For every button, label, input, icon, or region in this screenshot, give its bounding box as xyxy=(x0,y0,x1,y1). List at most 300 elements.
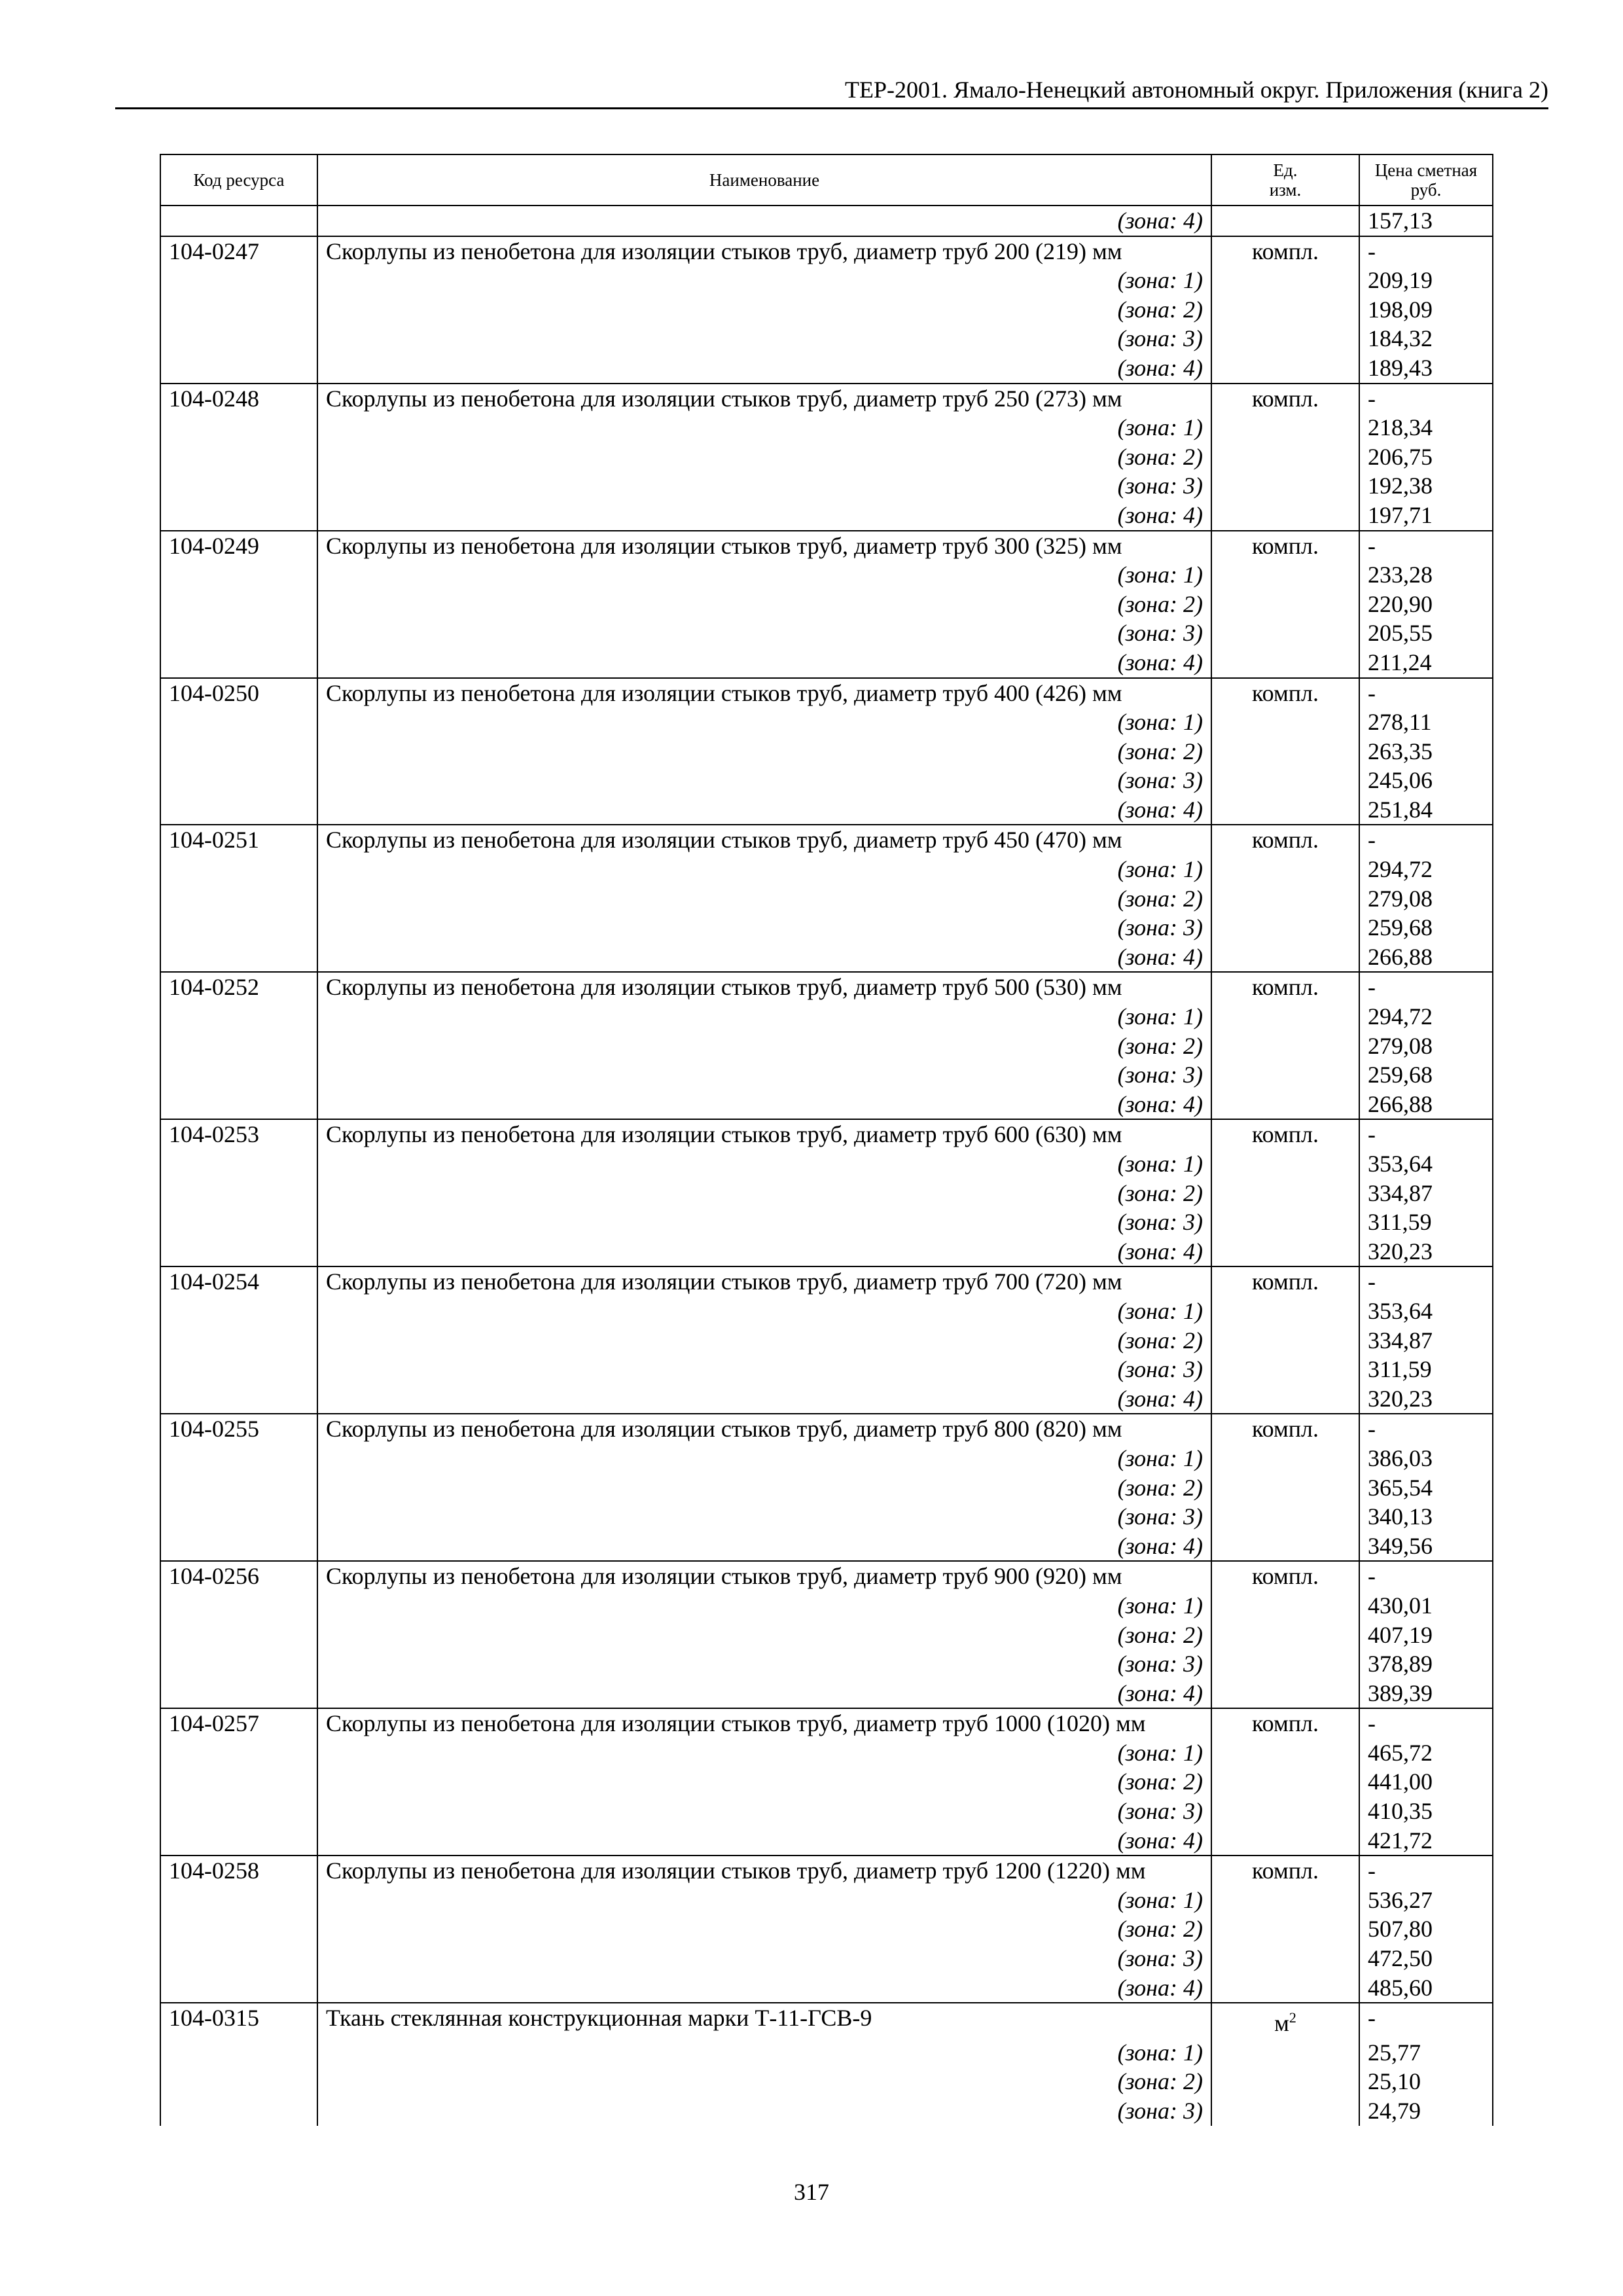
cell-price: 259,68 xyxy=(1359,1060,1493,1090)
table-row xyxy=(160,1856,1493,1886)
zone-row xyxy=(160,266,1493,295)
cell-price: 353,64 xyxy=(1359,1149,1493,1179)
cell-name: Скорлупы из пенобетона для изоляции стыков труб, диаметр труб 1000 (1020) мм xyxy=(317,1708,1211,1738)
zone-row xyxy=(160,1444,1493,1473)
cell-zone: (зона: 3) xyxy=(317,766,1211,795)
cell-unit xyxy=(1211,1679,1359,1709)
cell-code xyxy=(160,619,317,648)
cell-name: Скорлупы из пенобетона для изоляции стыков труб, диаметр труб 500 (530) мм xyxy=(317,972,1211,1002)
column-header-unit xyxy=(1211,154,1359,206)
cell-unit xyxy=(1211,1444,1359,1473)
unit-text: компл. xyxy=(1252,1710,1319,1737)
cell-unit xyxy=(1211,560,1359,590)
cell-price: 485,60 xyxy=(1359,1973,1493,2003)
cell-unit xyxy=(1211,972,1359,1002)
cell-unit xyxy=(1211,1856,1359,1886)
cell-price: 421,72 xyxy=(1359,1826,1493,1856)
cell-price: 320,23 xyxy=(1359,1384,1493,1414)
cell-unit xyxy=(1211,442,1359,472)
cell-zone: (зона: 1) xyxy=(317,855,1211,884)
zone-row xyxy=(160,1649,1493,1679)
zone-row xyxy=(160,1002,1493,1031)
cell-zone: (зона: 2) xyxy=(317,1473,1211,1503)
table-header-row xyxy=(160,154,1493,206)
zone-row xyxy=(160,1031,1493,1061)
cell-zone: (зона: 1) xyxy=(317,1886,1211,1915)
unit-text: компл. xyxy=(1252,974,1319,1001)
cell-price: 206,75 xyxy=(1359,442,1493,472)
zone-row xyxy=(160,1384,1493,1414)
cell-name: Скорлупы из пенобетона для изоляции стыков труб, диаметр труб 200 (219) мм xyxy=(317,236,1211,266)
zone-row xyxy=(160,324,1493,353)
cell-code: 104-0253 xyxy=(160,1119,317,1149)
cell-price: - xyxy=(1359,1266,1493,1297)
cell-unit xyxy=(1211,1532,1359,1562)
cell-unit xyxy=(1211,1355,1359,1384)
cell-price: 294,72 xyxy=(1359,855,1493,884)
cell-unit xyxy=(1211,648,1359,678)
cell-code xyxy=(160,1060,317,1090)
cell-name: Скорлупы из пенобетона для изоляции стыков труб, диаметр труб 1200 (1220) мм xyxy=(317,1856,1211,1886)
cell-price: 334,87 xyxy=(1359,1326,1493,1355)
cell-unit xyxy=(1211,206,1359,236)
cell-price: 245,06 xyxy=(1359,766,1493,795)
cell-zone: (зона: 1) xyxy=(317,1444,1211,1473)
cell-price: - xyxy=(1359,531,1493,561)
column-header-price xyxy=(1359,154,1493,206)
cell-code xyxy=(160,1621,317,1650)
unit-text: компл. xyxy=(1252,1416,1319,1443)
cell-code xyxy=(160,795,317,825)
zone-row xyxy=(160,590,1493,619)
cell-unit xyxy=(1211,1649,1359,1679)
cell-code xyxy=(160,1591,317,1621)
cell-unit xyxy=(1211,766,1359,795)
cell-zone: (зона: 4) xyxy=(317,1532,1211,1562)
cell-zone: (зона: 3) xyxy=(317,619,1211,648)
zone-row xyxy=(160,1914,1493,1944)
cell-code: 104-0249 xyxy=(160,531,317,561)
cell-zone: (зона: 4) xyxy=(317,206,1211,236)
cell-zone: (зона: 3) xyxy=(317,1797,1211,1826)
zone-row xyxy=(160,913,1493,942)
unit-text: компл. xyxy=(1252,532,1319,559)
cell-unit xyxy=(1211,384,1359,414)
cell-price: 430,01 xyxy=(1359,1591,1493,1621)
cell-code: 104-0255 xyxy=(160,1414,317,1444)
cell-unit xyxy=(1211,884,1359,914)
cell-price: 311,59 xyxy=(1359,1208,1493,1237)
cell-zone: (зона: 1) xyxy=(317,1002,1211,1031)
cell-zone: (зона: 1) xyxy=(317,1591,1211,1621)
cell-zone: (зона: 4) xyxy=(317,1679,1211,1709)
cell-unit xyxy=(1211,1060,1359,1090)
table-row xyxy=(160,678,1493,708)
cell-code xyxy=(160,560,317,590)
cell-zone: (зона: 3) xyxy=(317,1502,1211,1532)
cell-unit xyxy=(1211,1149,1359,1179)
cell-code xyxy=(160,1179,317,1208)
cell-price: 353,64 xyxy=(1359,1297,1493,1326)
cell-price: 24,79 xyxy=(1359,2096,1493,2126)
cell-price: 334,87 xyxy=(1359,1179,1493,1208)
cell-name: Скорлупы из пенобетона для изоляции стыков труб, диаметр труб 700 (720) мм xyxy=(317,1266,1211,1297)
cell-unit xyxy=(1211,236,1359,266)
table-row xyxy=(160,1266,1493,1297)
cell-zone: (зона: 1) xyxy=(317,560,1211,590)
zone-row xyxy=(160,1297,1493,1326)
cell-code xyxy=(160,913,317,942)
cell-price: 378,89 xyxy=(1359,1649,1493,1679)
cell-zone: (зона: 1) xyxy=(317,708,1211,737)
zone-row xyxy=(160,2038,1493,2068)
zone-row xyxy=(160,1237,1493,1267)
cell-code xyxy=(160,2067,317,2096)
cell-price: 441,00 xyxy=(1359,1767,1493,1797)
cell-price: - xyxy=(1359,1708,1493,1738)
cell-unit xyxy=(1211,1237,1359,1267)
zone-row xyxy=(160,1473,1493,1503)
cell-price: - xyxy=(1359,1856,1493,1886)
cell-price: 279,08 xyxy=(1359,884,1493,914)
cell-zone: (зона: 2) xyxy=(317,1767,1211,1797)
cell-unit xyxy=(1211,795,1359,825)
cell-zone: (зона: 3) xyxy=(317,1355,1211,1384)
cell-price: - xyxy=(1359,1561,1493,1591)
cell-zone: (зона: 2) xyxy=(317,737,1211,766)
column-header-unit-text: Ед. изм. xyxy=(1269,160,1302,200)
cell-unit xyxy=(1211,1297,1359,1326)
cell-name: Скорлупы из пенобетона для изоляции стыков труб, диаметр труб 900 (920) мм xyxy=(317,1561,1211,1591)
cell-unit xyxy=(1211,1621,1359,1650)
cell-price: 279,08 xyxy=(1359,1031,1493,1061)
table-row xyxy=(160,1561,1493,1591)
zone-row xyxy=(160,1886,1493,1915)
cell-zone: (зона: 4) xyxy=(317,1090,1211,1120)
cell-price: 294,72 xyxy=(1359,1002,1493,1031)
cell-zone: (зона: 4) xyxy=(317,1973,1211,2003)
cell-code xyxy=(160,1914,317,1944)
cell-unit xyxy=(1211,1119,1359,1149)
cell-unit xyxy=(1211,1414,1359,1444)
cell-code xyxy=(160,1738,317,1768)
cell-price: 192,38 xyxy=(1359,471,1493,501)
cell-code xyxy=(160,1473,317,1503)
unit-text: компл. xyxy=(1252,1268,1319,1295)
cell-code xyxy=(160,708,317,737)
cell-code xyxy=(160,1149,317,1179)
cell-unit xyxy=(1211,266,1359,295)
zone-row xyxy=(160,648,1493,678)
cell-code xyxy=(160,737,317,766)
cell-price: - xyxy=(1359,2003,1493,2038)
page-number: 317 xyxy=(794,2179,829,2205)
cell-code xyxy=(160,1326,317,1355)
cell-price: - xyxy=(1359,384,1493,414)
cell-zone: (зона: 1) xyxy=(317,1297,1211,1326)
unit-text: компл. xyxy=(1252,1121,1319,1148)
cell-code xyxy=(160,1797,317,1826)
cell-zone: (зона: 2) xyxy=(317,884,1211,914)
cell-zone: (зона: 2) xyxy=(317,295,1211,325)
cell-zone: (зона: 4) xyxy=(317,942,1211,973)
table-row xyxy=(160,1708,1493,1738)
zone-row xyxy=(160,501,1493,531)
cell-price: - xyxy=(1359,1119,1493,1149)
cell-zone: (зона: 2) xyxy=(317,2067,1211,2096)
cell-code xyxy=(160,1208,317,1237)
cell-price: 263,35 xyxy=(1359,737,1493,766)
cell-price: 311,59 xyxy=(1359,1355,1493,1384)
cell-unit xyxy=(1211,855,1359,884)
cell-code: 104-0315 xyxy=(160,2003,317,2038)
cell-code: 104-0247 xyxy=(160,236,317,266)
zone-row xyxy=(160,1532,1493,1562)
zone-row xyxy=(160,1208,1493,1237)
cell-unit xyxy=(1211,1266,1359,1297)
cell-code: 104-0257 xyxy=(160,1708,317,1738)
cell-price: 197,71 xyxy=(1359,501,1493,531)
cell-name: Скорлупы из пенобетона для изоляции стыков труб, диаметр труб 300 (325) мм xyxy=(317,531,1211,561)
cell-zone: (зона: 4) xyxy=(317,353,1211,384)
cell-zone: (зона: 2) xyxy=(317,1914,1211,1944)
cell-code xyxy=(160,1237,317,1267)
cell-price: 536,27 xyxy=(1359,1886,1493,1915)
cell-name: Скорлупы из пенобетона для изоляции стыков труб, диаметр труб 400 (426) мм xyxy=(317,678,1211,708)
zone-row xyxy=(160,1621,1493,1650)
cell-code xyxy=(160,1826,317,1856)
cell-code xyxy=(160,2038,317,2068)
cell-code: 104-0252 xyxy=(160,972,317,1002)
cell-zone: (зона: 3) xyxy=(317,1060,1211,1090)
cell-price: 25,77 xyxy=(1359,2038,1493,2068)
table-row xyxy=(160,531,1493,561)
cell-price: 198,09 xyxy=(1359,295,1493,325)
table-row xyxy=(160,236,1493,266)
cell-unit xyxy=(1211,1738,1359,1768)
cell-price: 386,03 xyxy=(1359,1444,1493,1473)
cell-unit xyxy=(1211,501,1359,531)
cell-price: 189,43 xyxy=(1359,353,1493,384)
cell-unit xyxy=(1211,2096,1359,2126)
cell-code: 104-0256 xyxy=(160,1561,317,1591)
cell-price: 251,84 xyxy=(1359,795,1493,825)
cell-code xyxy=(160,295,317,325)
cell-code xyxy=(160,884,317,914)
zone-row xyxy=(160,1679,1493,1709)
cell-price: - xyxy=(1359,236,1493,266)
cell-code xyxy=(160,471,317,501)
cell-price: - xyxy=(1359,972,1493,1002)
cell-unit xyxy=(1211,2067,1359,2096)
cell-unit xyxy=(1211,1797,1359,1826)
cell-unit xyxy=(1211,2038,1359,2068)
cell-zone: (зона: 3) xyxy=(317,913,1211,942)
cell-code xyxy=(160,1532,317,1562)
zone-row xyxy=(160,1944,1493,1973)
cell-unit xyxy=(1211,1326,1359,1355)
cell-code xyxy=(160,1886,317,1915)
cell-zone: (зона: 2) xyxy=(317,590,1211,619)
cell-code xyxy=(160,1031,317,1061)
cell-price: 259,68 xyxy=(1359,913,1493,942)
table-row xyxy=(160,825,1493,855)
cell-code xyxy=(160,1944,317,1973)
cell-code: 104-0248 xyxy=(160,384,317,414)
cell-unit xyxy=(1211,913,1359,942)
unit-text: компл. xyxy=(1252,238,1319,264)
cell-code xyxy=(160,501,317,531)
unit-text: м xyxy=(1274,2010,1289,2037)
cell-price: 278,11 xyxy=(1359,708,1493,737)
cell-price: 25,10 xyxy=(1359,2067,1493,2096)
cell-zone: (зона: 3) xyxy=(317,1944,1211,1973)
cell-code: 104-0258 xyxy=(160,1856,317,1886)
cell-price: 320,23 xyxy=(1359,1237,1493,1267)
cell-price: 211,24 xyxy=(1359,648,1493,678)
zone-row xyxy=(160,353,1493,384)
cell-code xyxy=(160,1384,317,1414)
zone-row xyxy=(160,942,1493,973)
zone-row xyxy=(160,1738,1493,1768)
cell-price: 472,50 xyxy=(1359,1944,1493,1973)
cell-zone: (зона: 4) xyxy=(317,1384,1211,1414)
cell-price: 266,88 xyxy=(1359,1090,1493,1120)
cell-zone: (зона: 3) xyxy=(317,1649,1211,1679)
cell-code xyxy=(160,1973,317,2003)
cell-code xyxy=(160,1297,317,1326)
zone-row xyxy=(160,442,1493,472)
zone-row xyxy=(160,1355,1493,1384)
cell-code xyxy=(160,353,317,384)
zone-row xyxy=(160,708,1493,737)
zone-row xyxy=(160,2067,1493,2096)
zone-row xyxy=(160,1090,1493,1120)
column-header-price-text: Цена сметная руб. xyxy=(1374,160,1478,200)
cell-code xyxy=(160,855,317,884)
zone-row xyxy=(160,619,1493,648)
zone-row xyxy=(160,1149,1493,1179)
cell-unit xyxy=(1211,1561,1359,1591)
cell-unit xyxy=(1211,942,1359,973)
cell-price: 205,55 xyxy=(1359,619,1493,648)
running-header xyxy=(115,73,1548,109)
cell-unit xyxy=(1211,353,1359,384)
cell-unit xyxy=(1211,2003,1359,2038)
cell-code xyxy=(160,590,317,619)
cell-unit xyxy=(1211,413,1359,442)
cell-zone: (зона: 2) xyxy=(317,1621,1211,1650)
cell-code: 104-0254 xyxy=(160,1266,317,1297)
cell-unit xyxy=(1211,1208,1359,1237)
cell-price: 349,56 xyxy=(1359,1532,1493,1562)
cell-code xyxy=(160,766,317,795)
unit-text: компл. xyxy=(1252,827,1319,853)
cell-unit xyxy=(1211,1502,1359,1532)
cell-unit xyxy=(1211,1708,1359,1738)
unit-text: компл. xyxy=(1252,1563,1319,1590)
cell-unit xyxy=(1211,471,1359,501)
cell-unit xyxy=(1211,678,1359,708)
cell-unit xyxy=(1211,1031,1359,1061)
zone-row xyxy=(160,766,1493,795)
cell-name: Скорлупы из пенобетона для изоляции стыков труб, диаметр труб 250 (273) мм xyxy=(317,384,1211,414)
zone-row xyxy=(160,1060,1493,1090)
column-header-code: Код ресурса xyxy=(160,154,317,206)
cell-zone: (зона: 1) xyxy=(317,1738,1211,1768)
zone-row xyxy=(160,413,1493,442)
zone-row xyxy=(160,1973,1493,2003)
cell-unit xyxy=(1211,1090,1359,1120)
cell-price: 209,19 xyxy=(1359,266,1493,295)
cell-code xyxy=(160,648,317,678)
cell-code xyxy=(160,266,317,295)
cell-unit xyxy=(1211,590,1359,619)
cell-code xyxy=(160,1090,317,1120)
cell-code xyxy=(160,2096,317,2126)
cell-name: Скорлупы из пенобетона для изоляции стыков труб, диаметр труб 450 (470) мм xyxy=(317,825,1211,855)
zone-row xyxy=(160,1797,1493,1826)
table-body xyxy=(160,206,1493,2126)
cell-unit xyxy=(1211,1473,1359,1503)
table-row xyxy=(160,384,1493,414)
cell-name: Ткань стеклянная конструкционная марки Т-11-ГСВ-9 xyxy=(317,2003,1211,2038)
cell-code xyxy=(160,1502,317,1532)
cell-zone: (зона: 4) xyxy=(317,648,1211,678)
cell-unit xyxy=(1211,1179,1359,1208)
cell-zone: (зона: 4) xyxy=(317,501,1211,531)
cell-unit xyxy=(1211,1914,1359,1944)
cell-zone: (зона: 2) xyxy=(317,1326,1211,1355)
zone-row xyxy=(160,560,1493,590)
cell-zone: (зона: 3) xyxy=(317,471,1211,501)
cell-code xyxy=(160,1767,317,1797)
cell-name: Скорлупы из пенобетона для изоляции стыков труб, диаметр труб 800 (820) мм xyxy=(317,1414,1211,1444)
cell-unit xyxy=(1211,619,1359,648)
cell-code xyxy=(160,442,317,472)
zone-row xyxy=(160,1826,1493,1856)
cell-unit xyxy=(1211,1002,1359,1031)
page-footer xyxy=(0,2178,1623,2206)
zone-row xyxy=(160,1591,1493,1621)
column-header-name: Наименование xyxy=(317,154,1211,206)
cell-zone: (зона: 2) xyxy=(317,1179,1211,1208)
zone-row xyxy=(160,737,1493,766)
table-row xyxy=(160,1119,1493,1149)
cell-unit xyxy=(1211,1886,1359,1915)
cell-code xyxy=(160,206,317,236)
cell-price: 507,80 xyxy=(1359,1914,1493,1944)
zone-row xyxy=(160,855,1493,884)
cell-zone: (зона: 3) xyxy=(317,2096,1211,2126)
cell-price: 218,34 xyxy=(1359,413,1493,442)
cell-code xyxy=(160,1679,317,1709)
zone-row xyxy=(160,2096,1493,2126)
cell-code xyxy=(160,413,317,442)
zone-row xyxy=(160,1502,1493,1532)
cell-zone: (зона: 1) xyxy=(317,266,1211,295)
cell-price: 233,28 xyxy=(1359,560,1493,590)
cell-unit xyxy=(1211,1944,1359,1973)
unit-text: компл. xyxy=(1252,679,1319,706)
cell-zone: (зона: 2) xyxy=(317,1031,1211,1061)
zone-row xyxy=(160,884,1493,914)
cell-zone: (зона: 2) xyxy=(317,442,1211,472)
cell-price: 340,13 xyxy=(1359,1502,1493,1532)
cell-unit xyxy=(1211,1384,1359,1414)
cell-zone: (зона: 4) xyxy=(317,795,1211,825)
cell-price: 266,88 xyxy=(1359,942,1493,973)
